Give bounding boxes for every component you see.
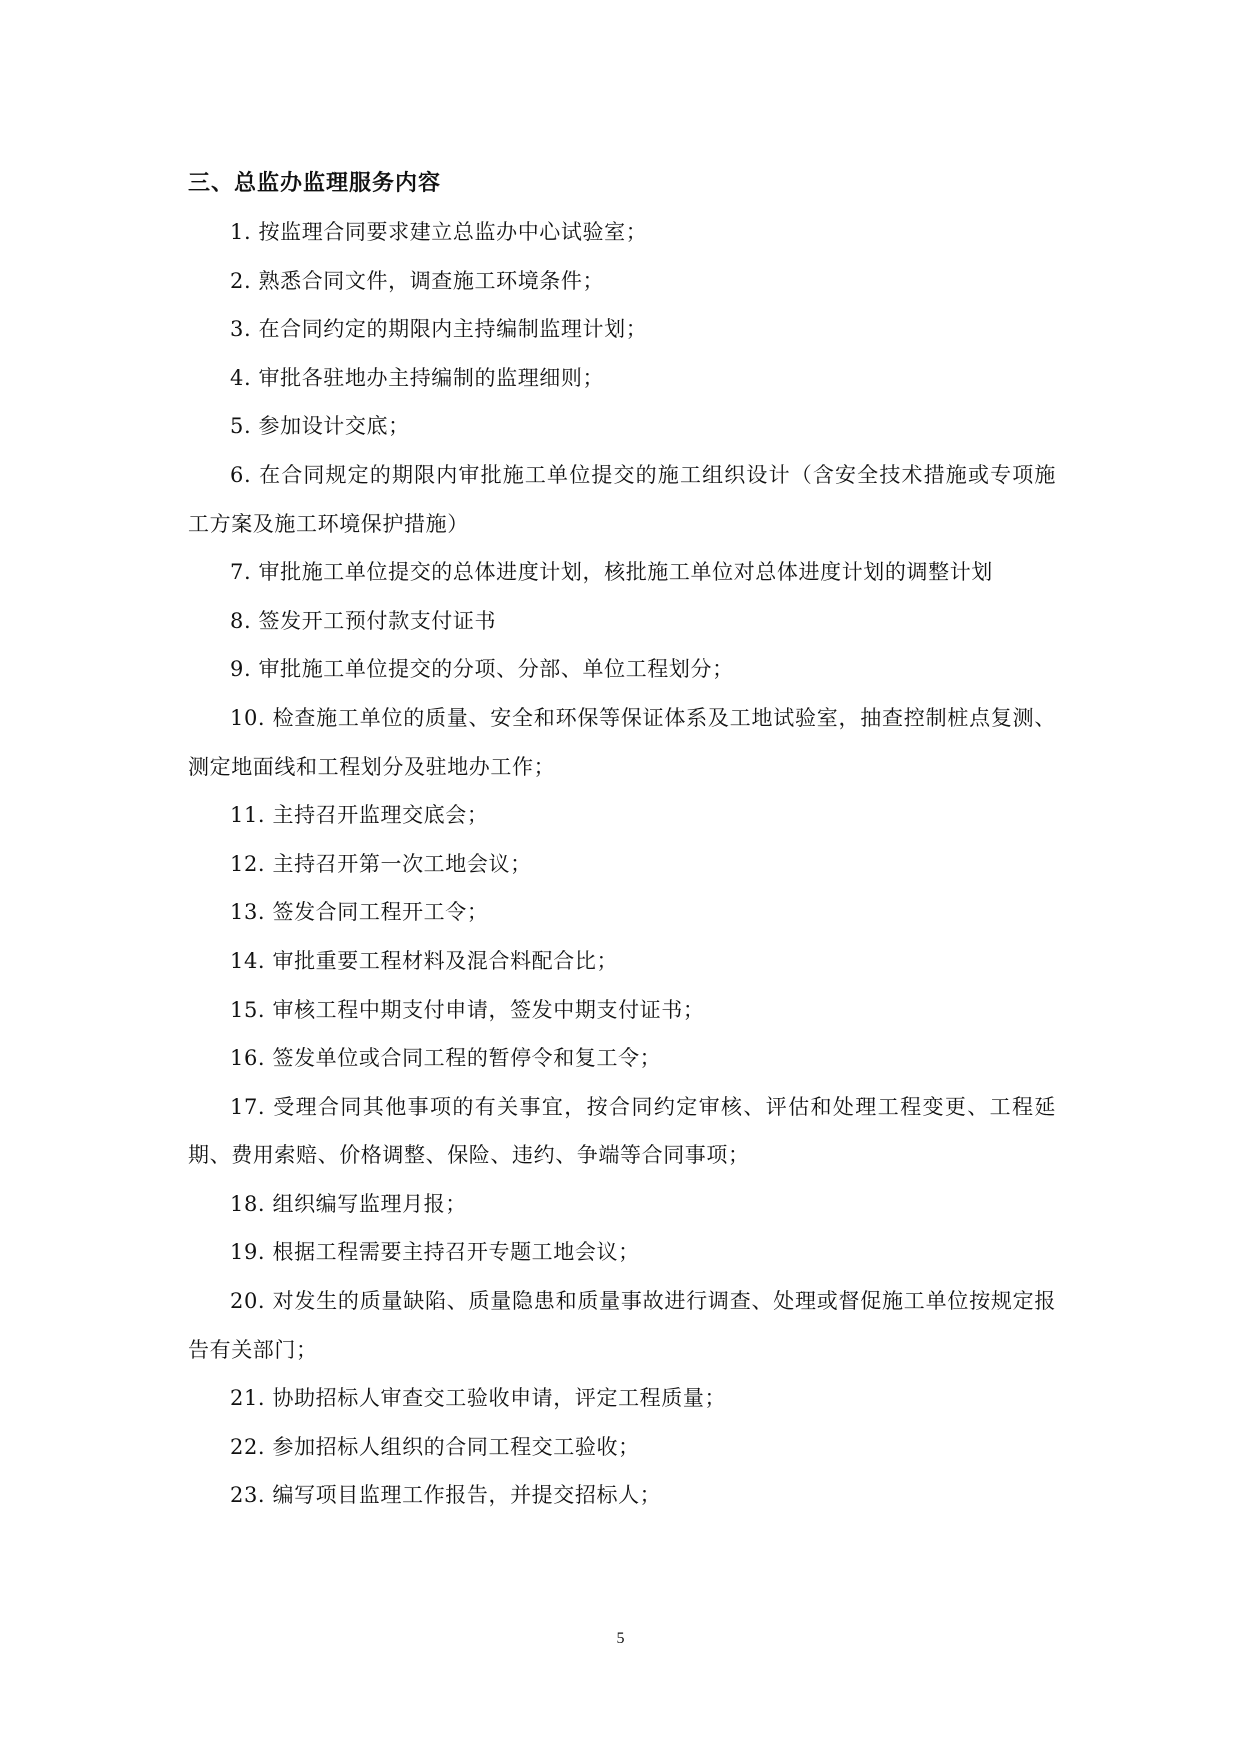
list-item: 10. 检查施工单位的质量、安全和环保等保证体系及工地试验室，抽查控制桩点复测、测定地面线和工程划分及驻地办工作；: [188, 705, 1056, 779]
page-number: 5: [616, 1630, 625, 1647]
list-item: 9. 审批施工单位提交的分项、分部、单位工程划分；: [230, 657, 734, 682]
list-item: 5. 参加设计交底；: [230, 414, 410, 439]
section-title: 三、总监办监理服务内容: [188, 171, 442, 196]
list-item: 6. 在合同规定的期限内审批施工单位提交的施工组织设计（含安全技术措施或专项施工方案及施工环境保护措施）: [188, 462, 1056, 536]
list-item: 13. 签发合同工程开工令；: [230, 900, 489, 925]
list-item: 7. 审批施工单位提交的总体进度计划，核批施工单位对总体进度计划的调整计划: [230, 560, 993, 585]
list-item: 1. 按监理合同要求建立总监办中心试验室；: [230, 220, 648, 244]
list-item: 22. 参加招标人组织的合同工程交工验收；: [230, 1434, 640, 1459]
list-item: 21. 协助招标人审查交工验收申请，评定工程质量；: [230, 1386, 727, 1411]
list-item: 15. 审核工程中期支付申请，签发中期支付证书；: [230, 997, 705, 1022]
list-item: 8. 签发开工预付款支付证书: [230, 608, 497, 633]
list-item: 18. 组织编写监理月报；: [230, 1191, 467, 1216]
list-item: 12. 主持召开第一次工地会议；: [230, 851, 532, 876]
list-item: 17. 受理合同其他事项的有关事宜，按合同约定审核、评估和处理工程变更、工程延期、费用索赔、价格调整、保险、违约、争端等合同事项；: [188, 1094, 1056, 1168]
list-item: 16. 签发单位或合同工程的暂停令和复工令；: [230, 1046, 662, 1071]
list-item: 2. 熟悉合同文件，调查施工环境条件；: [230, 268, 605, 293]
list-item: 19. 根据工程需要主持召开专题工地会议；: [230, 1240, 640, 1265]
list-item: 4. 审批各驻地办主持编制的监理细则；: [230, 365, 605, 390]
page-content: [188, 160, 1056, 1520]
list-item: 20. 对发生的质量缺陷、质量隐患和质量事故进行调查、处理或督促施工单位按规定报告有关部门；: [188, 1289, 1056, 1362]
list-item: 11. 主持召开监理交底会；: [230, 803, 489, 828]
list-item: 3. 在合同约定的期限内主持编制监理计划；: [230, 317, 648, 342]
list-item: 14. 审批重要工程材料及混合料配合比；: [230, 948, 619, 973]
list-item: 23. 编写项目监理工作报告，并提交招标人；: [230, 1483, 662, 1508]
